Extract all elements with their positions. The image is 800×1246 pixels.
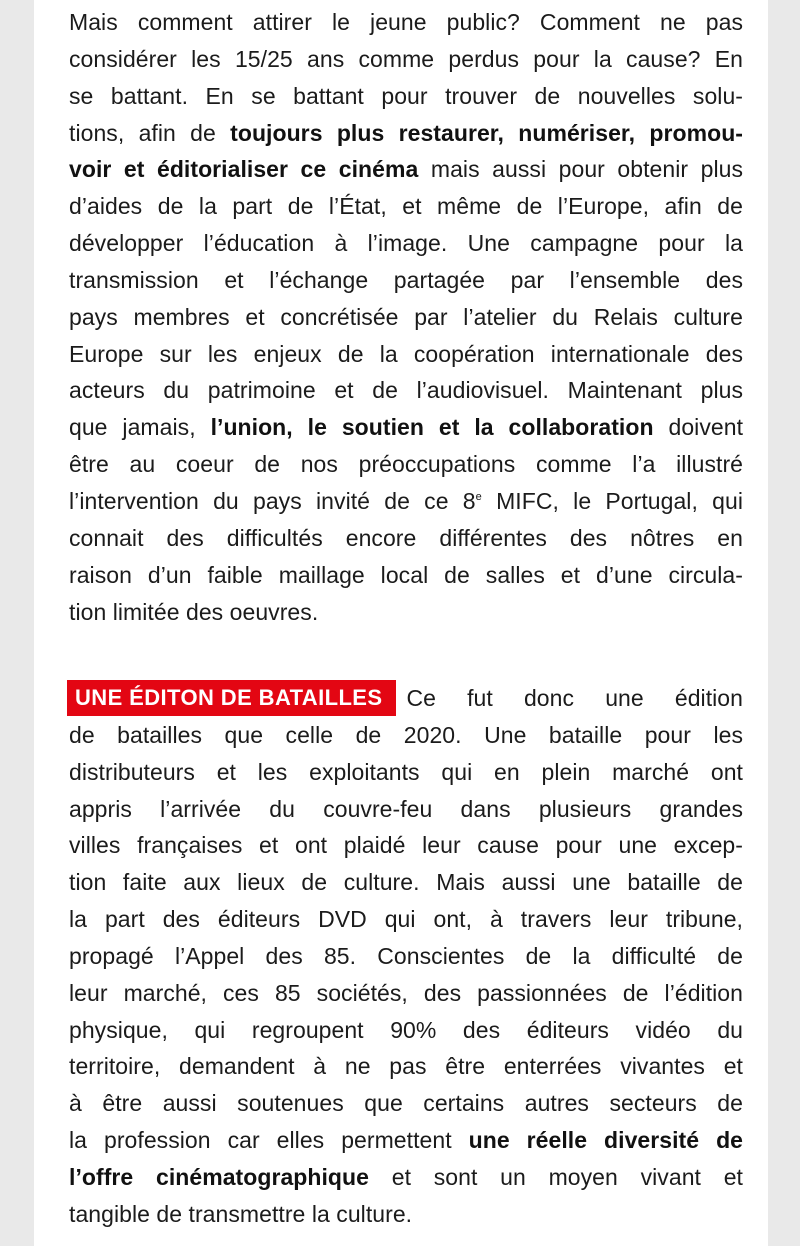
text-run: l’intervention du pays invité de ce 8	[69, 487, 476, 514]
text-line: Mais comment attirer le jeune public? Comment ne pas	[69, 9, 743, 35]
text-run: Ce fut donc une édition	[406, 685, 743, 711]
text-run: que jamais,	[69, 414, 211, 441]
text-line: raison d’un faible maillage local de salles et d’une circula-	[69, 561, 743, 588]
text-line: Europe sur les enjeux de la coopération internationale des	[69, 340, 743, 367]
text-line: distributeurs et les exploitants qui en plein marché ont	[69, 758, 743, 785]
paragraph-youth-audience	[69, 4, 743, 630]
text-line	[69, 1122, 743, 1159]
text-line: à être aussi soutenues que certains autres secteurs de	[69, 1090, 743, 1117]
text-line: villes françaises et ont plaidé leur cause pour une excep-	[69, 832, 743, 859]
text-run: tions, afin de	[69, 119, 231, 146]
text-line: physique, qui regroupent 90% des éditeurs vidéo du	[69, 1016, 743, 1043]
text-line: appris l’arrivée du couvre-feu dans plusieurs grandes	[69, 795, 743, 822]
text-line: tion faite aux lieux de culture. Mais aussi une bataille de	[69, 869, 743, 896]
text-line: transmission et l’échange partagée par l’ensemble des	[69, 266, 743, 293]
text-run: MIFC, le Portugal, qui	[481, 487, 743, 514]
text-line: la part des éditeurs DVD qui ont, à travers leur tribune,	[69, 906, 743, 933]
text-run: et sont un moyen vivant et	[368, 1163, 743, 1190]
text-line: leur marché, ces 85 sociétés, des passionnées de l’édition	[69, 979, 743, 1006]
text-line	[69, 483, 743, 520]
text-line: être au coeur de nos préoccupations comme l’a illustré	[69, 451, 743, 478]
text-line: tion limitée des oeuvres.	[69, 598, 319, 625]
emphasis-diversity: une réelle diversité de	[468, 1127, 744, 1154]
text-line	[69, 409, 743, 446]
text-line: connait des difficultés encore différentes des nôtres en	[69, 524, 743, 551]
ordinal-superscript: e	[475, 490, 482, 503]
section-heading-badge: UNE ÉDITON DE BATAILLES	[67, 680, 396, 716]
text-run: doivent	[653, 414, 744, 441]
emphasis-editorialize: voir et éditorialiser ce cinéma	[69, 156, 419, 183]
text-line: pays membres et concrétisée par l’atelier du Relais culture	[69, 303, 743, 330]
text-line: de batailles que celle de 2020. Une bataille pour les	[69, 721, 743, 748]
text-run: mais aussi pour obtenir plus	[418, 156, 743, 183]
text-line: se battant. En se battant pour trouver de nouvelles solu-	[69, 82, 743, 109]
emphasis-union-support: l’union, le soutien et la collaboration	[210, 414, 654, 441]
text-line: propagé l’Appel des 85. Conscientes de la difficulté de	[69, 942, 743, 969]
paragraph-battles-edition	[69, 680, 743, 1233]
text-line: tangible de transmettre la culture.	[69, 1200, 413, 1227]
text-line	[69, 680, 743, 717]
text-line: d’aides de la part de l’État, et même de l’Europe, afin de	[69, 193, 743, 220]
text-line	[69, 115, 743, 152]
text-line: considérer les 15/25 ans comme perdus pour la cause? En	[69, 45, 743, 72]
emphasis-cinematographic-offer: l’offre cinématographique	[69, 1163, 369, 1190]
text-line: territoire, demandent à ne pas être enterrées vivantes et	[69, 1053, 743, 1080]
text-line: développer l’éducation à l’image. Une campagne pour la	[69, 230, 743, 257]
text-run: la profession car elles permettent	[69, 1127, 469, 1154]
emphasis-restore-digitize: toujours plus restaurer, numériser, promou-	[230, 119, 743, 146]
article-page	[34, 0, 768, 1246]
text-line: acteurs du patrimoine et de l’audiovisuel. Maintenant plus	[69, 377, 743, 404]
text-line	[69, 151, 743, 188]
text-line	[69, 1159, 743, 1196]
